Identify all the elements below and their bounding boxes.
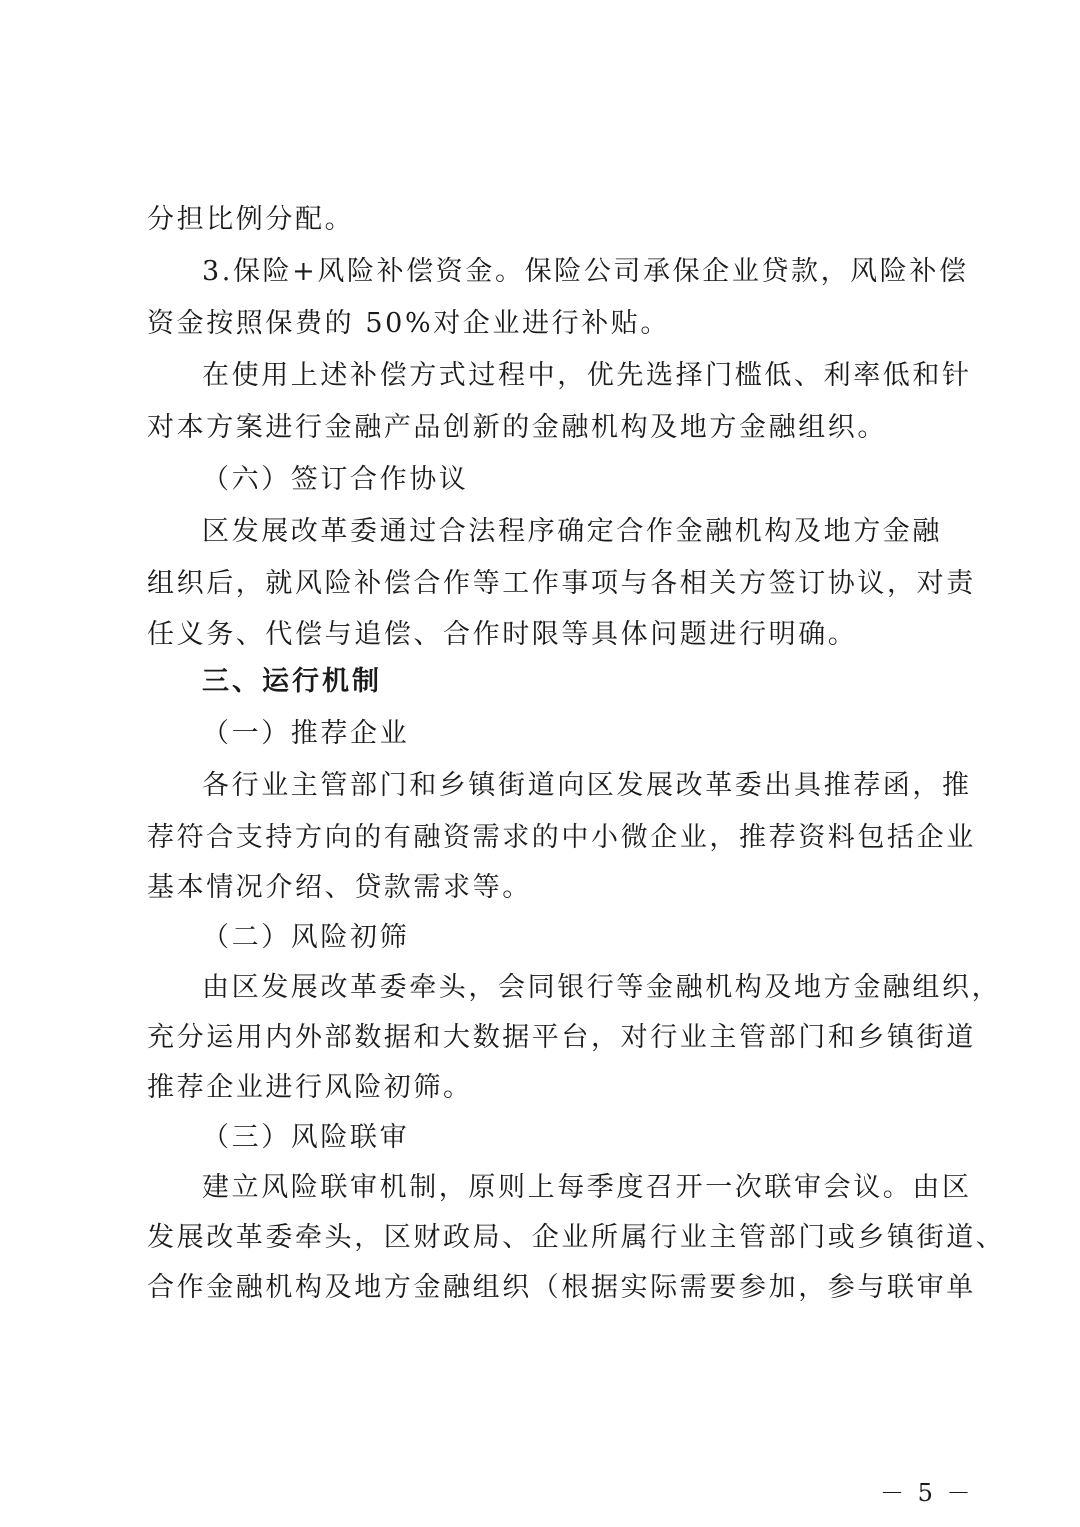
body-text-line: 组织后，就风险补偿合作等工作事项与各相关方签订协议，对责 [147,568,976,599]
body-text-line: 区发展改革委通过合法程序确定合作金融机构及地方金融 [202,516,942,547]
body-text-line: 建立风险联审机制，原则上每季度召开一次联审会议。由区 [202,1172,972,1203]
body-text-line: 充分运用内外部数据和大数据平台，对行业主管部门和乡镇街道 [147,1022,976,1053]
body-text-line: 由区发展改革委牵头，会同银行等金融机构及地方金融组织， [202,972,1002,1003]
body-text-line: 合作金融机构及地方金融组织（根据实际需要参加，参与联审单 [147,1272,976,1303]
body-text-line: 推荐企业进行风险初筛。 [147,1072,473,1103]
subsection-heading: （一）推荐企业 [202,718,410,749]
body-text-line: 基本情况介绍、贷款需求等。 [147,872,532,903]
body-text-line: 对本方案进行金融产品创新的金融机构及地方金融组织。 [147,412,887,443]
body-text-line: 在使用上述补偿方式过程中，优先选择门槛低、利率低和针 [202,360,972,391]
body-text-line: 分担比例分配。 [147,204,355,235]
body-text-line: 各行业主管部门和乡镇街道向区发展改革委出具推荐函，推 [202,770,972,801]
subsection-heading: （二）风险初筛 [202,922,410,953]
page-number: － 5 － [880,1479,974,1507]
body-text-line: 任义务、代偿与追偿、合作时限等具体问题进行明确。 [147,619,858,650]
subsection-heading: （六）签订合作协议 [202,464,469,495]
body-text-line: 资金按照保费的 50%对企业进行补贴。 [147,308,670,339]
section-heading: 三、运行机制 [202,666,382,697]
body-text-line: 3.保险+风险补偿资金。保险公司承保企业贷款，风险补偿 [202,256,969,287]
body-text-line: 发展改革委牵头，区财政局、企业所属行业主管部门或乡镇街道、 [147,1222,1006,1253]
subsection-heading: （三）风险联审 [202,1122,410,1153]
body-text-line: 荐符合支持方向的有融资需求的中小微企业，推荐资料包括企业 [147,822,976,853]
